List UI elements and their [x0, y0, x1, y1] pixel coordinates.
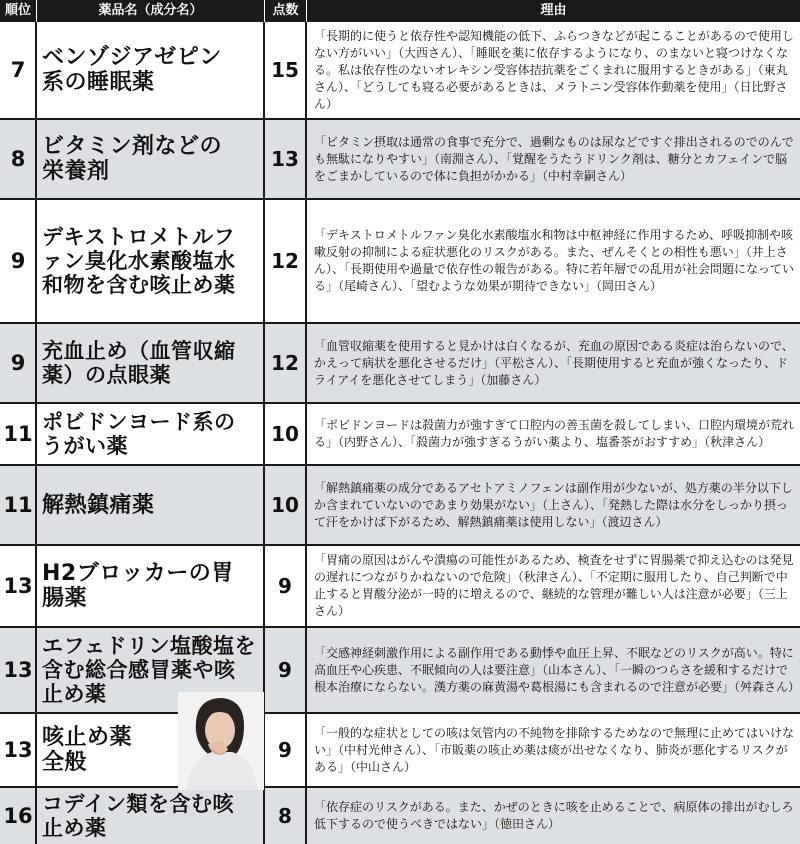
score-cell: 9 [278, 738, 292, 762]
rank-cell: 9 [10, 249, 26, 273]
drug-name: エフェドリン塩酸塩を含む総合感冒薬や咳止め薬 [42, 634, 256, 706]
reason-cell [306, 404, 800, 464]
score-cell: 12 [271, 351, 299, 375]
drug-name-cell [36, 22, 264, 118]
reason-text: 「デキストロメトルファン臭化水素酸塩水和物は中枢神経に作用するため、呼吸抑制や咳嗽反射の抑制による症状悪化のリスクがある。また、ぜんそくとの相性も悪い」（井上さん）、「長期使用や過量で依存性の報告がある。特に若年層での乱用が社会問題になっている」（尾崎さん）、「望むような効果が期待できない」（岡田さん） [314, 228, 795, 293]
drug-name: H2ブロッカーの胃腸薬 [42, 561, 234, 611]
rank-cell: 16 [3, 804, 33, 828]
rank-cell: 13 [3, 574, 33, 598]
reason-cell [306, 324, 800, 402]
reason-text: 「ビタミン摂取は通常の食事で充分で、過剰なものは尿などですぐ排出されるのでのんでも無駄になりやすい」（南淵さん）、「覚醒をうたうドリンク剤は、糖分とカフェインで脳をごまかしているので体に負担がかかる」（中村幸嗣さん） [314, 134, 794, 183]
reason-cell [306, 628, 800, 712]
header-rank: 順位 [4, 3, 31, 18]
score-cell: 9 [278, 574, 292, 598]
drug-name-cell [36, 324, 264, 402]
score-cell: 10 [271, 493, 299, 517]
drug-name-cell [36, 120, 264, 198]
reason-cell [306, 200, 800, 322]
table-row [0, 404, 800, 466]
drug-name: 咳止め薬全般 [42, 725, 133, 775]
rank-cell: 9 [10, 351, 26, 375]
drug-name-cell [36, 200, 264, 322]
reason-text: 「長期的に使うと依存性や認知機能の低下、ふらつきなどが起こることがあるので使用しない方がいい」（大西さん）、「睡眠を薬に依存するようになり、のまないと寝つけなくなる。私は依存性のないオレキシン受容体拮抗薬をごくまれに服用するときがある」（東丸さん）、「どうしても寝る必要があるときは、メラトニン受容体作動薬を使用」（日比野さん） [314, 28, 794, 111]
header-score: 点数 [272, 3, 299, 18]
drug-name-cell [36, 404, 264, 464]
score-cell: 15 [271, 58, 299, 82]
score-cell: 9 [278, 658, 292, 682]
score-cell: 10 [271, 422, 299, 446]
rank-cell: 13 [3, 738, 33, 762]
reason-cell [306, 788, 800, 844]
table-row [0, 324, 800, 404]
header-reason: 理由 [540, 3, 567, 18]
reason-text: 「ポビドンヨードは殺菌力が強すぎて口腔内の善玉菌を殺してしまい、口腔内環境が荒れる」（内野さん）、「殺菌力が強すぎるうがい薬より、塩番茶がおすすめ」（秋津さん） [314, 418, 795, 449]
table-row [0, 22, 800, 120]
rank-cell: 13 [3, 658, 33, 682]
reason-text: 「交感神経刺激作用による副作用である動悸や血圧上昇、不眠などのリスクが高い。特に高血圧や心疾患、不眠傾向の人は要注意」（山本さん）、「一瞬のつらさを緩和するだけで根本治療にならない。漢方薬の麻黄湯や葛根湯にも含まれるので注意が必要」（舛森さん） [314, 645, 800, 694]
table-row [0, 200, 800, 324]
drug-name: コデイン類を含む咳止め薬 [42, 792, 235, 840]
drug-name: ポビドンヨード系のうがい薬 [42, 410, 236, 458]
table-row [0, 788, 800, 844]
table-row [0, 628, 800, 714]
column-divider [35, 22, 37, 844]
score-cell: 13 [271, 147, 299, 171]
reason-text: 「血管収縮薬を使用すると見かけは白くなるが、充血の原因である炎症は治らないので、かえって病状を悪化させるだけ」（平松さん）、「長期使用すると充血が強くなったり、ドライアイを悪化させてしまう」（加藤さん） [314, 338, 794, 387]
reason-text: 「胃痛の原因はがんや潰瘍の可能性があるため、検査をせずに胃腸薬で抑え込むのは発見の遅れにつながりかねないので危険」（秋津さん）、「不定期に服用したり、自己判断で中止すると胃酸分泌が一時的に増えるので、継続的な管理が難しい人は注意が必要」（三上さん） [314, 553, 794, 618]
drug-name: 充血止め（血管収縮薬）の点眼薬 [42, 339, 236, 387]
rank-cell: 11 [3, 422, 33, 446]
drug-name-cell [36, 788, 264, 844]
coughing-woman-photo [178, 692, 264, 790]
table-row [0, 120, 800, 200]
rank-cell: 11 [3, 493, 33, 517]
table-header [0, 0, 800, 22]
reason-cell [306, 120, 800, 198]
column-divider [305, 22, 307, 844]
reason-cell [306, 22, 800, 118]
reason-cell [306, 466, 800, 544]
drug-name: ビタミン剤などの栄養剤 [42, 134, 223, 184]
score-cell: 8 [278, 804, 292, 828]
table-row [0, 714, 800, 788]
drug-name: デキストロメトルファン臭化水素酸塩水和物を含む咳止め薬 [42, 225, 236, 297]
reason-text: 「依存症のリスクがある。また、かぜのときに咳を止めることで、病原体の排出がむしろ低下するので使うべきではない」（徳田さん） [314, 800, 794, 831]
reason-text: 「一般的な症状としての咳は気管内の不純物を排除するためなので無理に止めてはいけない」（中村光伸さん）、「市販薬の咳止め薬は痰が出せなくなり、肺炎が悪化するリスクがある」（中山さん） [314, 725, 795, 774]
table-row [0, 466, 800, 546]
score-cell: 12 [271, 249, 299, 273]
drug-name: ベンゾジアゼピン系の睡眠薬 [42, 45, 222, 95]
table-row [0, 546, 800, 628]
reason-cell [306, 714, 800, 786]
drug-name-cell [36, 546, 264, 626]
drug-name-cell [36, 466, 264, 544]
rank-cell: 7 [10, 58, 26, 82]
reason-cell [306, 546, 800, 626]
drug-name: 解熱鎮痛薬 [42, 492, 155, 518]
rank-cell: 8 [10, 147, 26, 171]
header-name: 薬品名（成分名） [98, 3, 203, 18]
reason-text: 「解熱鎮痛薬の成分であるアセトアミノフェンは副作用が少ないが、処方薬の半分以下しか含まれていないのであまり効果がない」（上さん）、「発熱した際は水分をしっかり摂って汗をかけば下がるため、解熱鎮痛薬は使用しない」（渡辺さん） [314, 480, 793, 529]
